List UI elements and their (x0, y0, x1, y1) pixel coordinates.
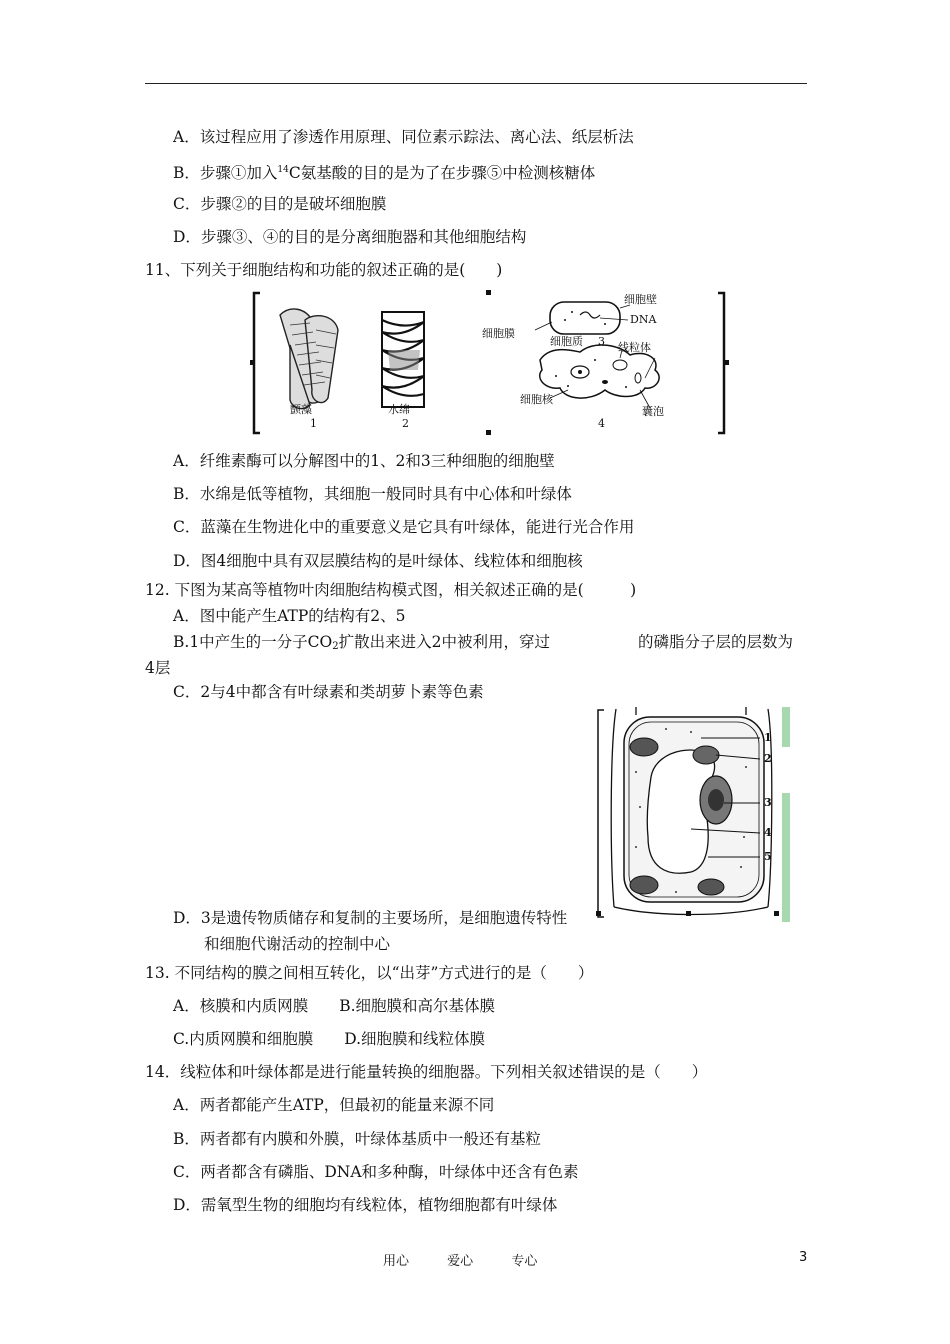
q10-option-d: D．步骤③、④的目的是分离细胞器和其他细胞结构 (173, 228, 527, 246)
label-cell1-name: 颤藻 (290, 403, 312, 416)
label-structure-1: 1 (764, 731, 772, 744)
q12-option-b-end: 的磷脂分子层的层数为 (638, 633, 794, 651)
q12-option-c: C．2与4中都含有叶绿素和类胡萝卜素等色素 (173, 683, 484, 701)
q11-option-c: C．蓝藻在生物进化中的重要意义是它具有叶绿体，能进行光合作用 (173, 518, 635, 536)
q13-options-cd: C.内质网膜和细胞膜 D.细胞膜和线粒体膜 (173, 1030, 486, 1048)
label-membrane: 细胞膜 (482, 327, 515, 340)
label-cell2-name: 水绵 (388, 403, 410, 416)
label-structure-4: 4 (764, 826, 772, 839)
q11-option-b: B．水绵是低等植物，其细胞一般同时具有中心体和叶绿体 (173, 485, 572, 503)
label-cytoplasm: 细胞质 (550, 335, 583, 348)
footer-word-2: 爱心 (447, 1254, 474, 1269)
q10-option-a: A．该过程应用了渗透作用原理、同位素示踪法、离心法、纸层析法 (173, 128, 634, 146)
q12-figure-leaf-cell (596, 707, 790, 922)
label-cell4-num: 4 (598, 417, 605, 430)
q12-option-d-cont: 和细胞代谢活动的控制中心 (204, 935, 391, 953)
label-structure-3: 3 (764, 796, 772, 809)
q14-stem: 14．线粒体和叶绿体都是进行能量转换的细胞器。下列相关叙述错误的是（ ） (145, 1063, 708, 1081)
q14-option-b: B．两者都有内膜和外膜，叶绿体基质中一般还有基粒 (173, 1130, 541, 1148)
footer-word-3: 专心 (511, 1254, 538, 1269)
label-cell2-num: 2 (402, 417, 409, 430)
label-structure-5: 5 (764, 850, 772, 863)
q11-option-d: D．图4细胞中具有双层膜结构的是叶绿体、线粒体和细胞核 (173, 552, 583, 570)
q12-option-b: B.1中产生的一分子$CO_2$扩散出来进入2中被利用，穿过 (173, 633, 550, 652)
q11-option-a: A．纤维素酶可以分解图中的1、2和3三种细胞的细胞壁 (173, 452, 555, 470)
q13-options-ab: A．核膜和内质网膜 B.细胞膜和高尔基体膜 (173, 997, 496, 1015)
q11-figure-cells (250, 290, 730, 436)
q14-option-c: C．两者都含有磷脂、DNA和多种酶，叶绿体中还含有色素 (173, 1163, 579, 1181)
q14-option-a: A．两者都能产生ATP，但最初的能量来源不同 (173, 1096, 495, 1114)
label-dna: DNA (630, 313, 657, 326)
q11-stem: 11、下列关于细胞结构和功能的叙述正确的是( ) (145, 261, 503, 279)
q12-option-b-cont: 4层 (145, 659, 171, 677)
q12-stem: 12. 下图为某高等植物叶肉细胞结构模式图，相关叙述正确的是( ) (145, 581, 637, 599)
label-cell1-num: 1 (310, 417, 317, 430)
header-rule (145, 83, 807, 84)
label-wall: 细胞壁 (624, 293, 657, 306)
footer-word-1: 用心 (383, 1254, 410, 1269)
label-mito: 线粒体 (618, 341, 651, 354)
q13-stem: 13. 不同结构的膜之间相互转化，以“出芽”方式进行的是（ ） (145, 964, 594, 982)
q10-option-c: C．步骤②的目的是破坏细胞膜 (173, 195, 387, 213)
leaf-cell-svg (596, 707, 790, 922)
label-structure-2: 2 (764, 752, 772, 765)
page-number: 3 (799, 1250, 808, 1265)
q12-option-d: D．3是遗传物质储存和复制的主要场所，是细胞遗传特性 (173, 909, 568, 927)
label-cell3-num: 3 (598, 335, 605, 348)
q14-option-d: D．需氧型生物的细胞均有线粒体，植物细胞都有叶绿体 (173, 1196, 558, 1214)
q12-option-a: A．图中能产生ATP的结构有2、5 (173, 607, 406, 625)
q10-option-b: B．步骤①加入$^{14}$C氨基酸的目的是为了在步骤⑤中检测核糖体 (173, 164, 596, 182)
label-nucleus: 细胞核 (520, 393, 553, 406)
label-vacuole: 囊泡 (642, 405, 664, 418)
page-footer (383, 1250, 571, 1269)
